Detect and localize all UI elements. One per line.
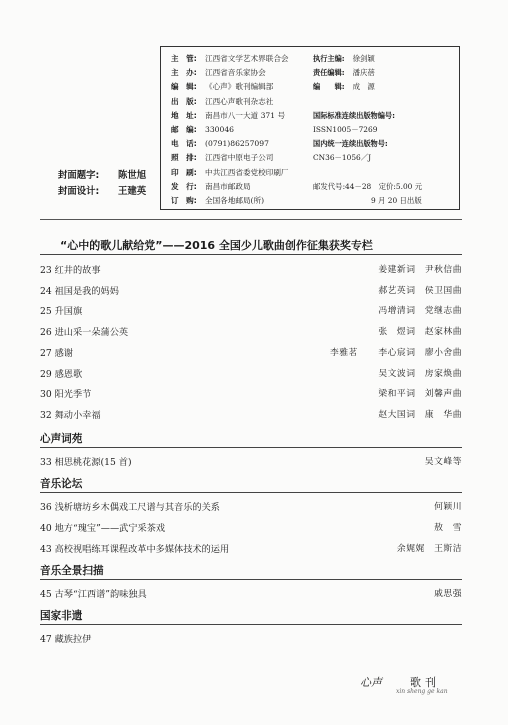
- toc-entry[interactable]: 45 古琴“江西谱”韵味独具 戚思强: [40, 589, 462, 600]
- masthead-box: [160, 46, 460, 210]
- toc-entry[interactable]: 43 高校视唱练耳课程改革中多媒体技术的运用 余娓娓 王斯洁: [40, 544, 462, 555]
- masthead-row: 9 月 20 日出版: [371, 195, 422, 205]
- masthead-row: 国际标准连续出版物编号:: [313, 110, 395, 120]
- section-title: 音乐论坛: [40, 478, 83, 490]
- magazine-logo: [360, 672, 470, 702]
- masthead-row: 编 辑: 成 源: [313, 82, 375, 92]
- toc-entry[interactable]: 30 阳光季节 梁和平词 刘馨声曲: [40, 389, 462, 400]
- masthead-row: CN36－1056／J: [313, 153, 372, 163]
- masthead-row: 照 排: 江西省中原电子公司: [171, 153, 274, 163]
- masthead-row: 地 址: 南昌市八一大道 371 号: [171, 110, 286, 120]
- section-rule: [40, 624, 462, 625]
- masthead-row: 印 刷: 中共江西省委党校印刷厂: [171, 167, 289, 177]
- toc-entry[interactable]: 36 浅析塘坊乡木偶戏工尺谱与其音乐的关系 何颖川: [40, 502, 462, 513]
- masthead-row: 编 辑: 《心声》歌刊编辑部: [171, 82, 274, 92]
- masthead-row: 出 版: 江西心声歌刊杂志社: [171, 96, 274, 106]
- section-title: 音乐全景扫描: [40, 565, 104, 577]
- toc-entry[interactable]: 26 进山采一朵蒲公英 张 煜词 赵家林曲: [40, 327, 462, 338]
- masthead-row: [313, 166, 458, 180]
- cover-credit-design: 封面设计: 王建英: [58, 186, 147, 197]
- toc-entry[interactable]: 33 相思桃花源(15 首) 吴文峰等: [40, 457, 462, 468]
- toc-entry[interactable]: 47 藏族拉伊: [40, 634, 92, 645]
- masthead-row: 邮发代号:44－28 定价:5.00 元: [313, 181, 423, 191]
- masthead-row: ISSN1005－7269: [313, 124, 378, 134]
- masthead-row: 责任编辑: 潘庆蓓: [313, 68, 375, 78]
- section-rule: [40, 254, 462, 255]
- masthead-row: 国内统一连续出版物号:: [313, 139, 388, 149]
- cover-credits: [58, 168, 168, 200]
- toc-entry[interactable]: 23 红井的故事 姜建新词 尹秋信曲: [40, 265, 462, 276]
- masthead-row: [313, 95, 458, 109]
- masthead-row: 执行主编: 徐剑颖: [313, 54, 375, 63]
- section-rule: [40, 447, 462, 448]
- masthead-row: 主 办: 江西省音乐家协会: [171, 68, 266, 78]
- masthead-row: 电 话: (0791)86257097: [171, 139, 269, 149]
- top-divider: [40, 219, 462, 220]
- toc-entry[interactable]: 32 舞动小幸福 赵大国词 康 华曲: [40, 410, 462, 421]
- special-section-title: “心中的歌儿献给党”——2016 全国少儿歌曲创作征集获奖专栏: [60, 239, 373, 252]
- section-title: 国家非遗: [40, 610, 83, 622]
- toc-entry[interactable]: 27 感谢 李雅茗 李心宸词 廖小舍曲: [40, 348, 462, 359]
- toc-entry[interactable]: 29 感恩歌 吴文波词 房家焕曲: [40, 369, 462, 380]
- masthead-right-column: [313, 52, 458, 208]
- logo-subtitle: xin sheng ge kan: [396, 688, 448, 695]
- section-rule: [40, 579, 462, 580]
- logo-mark: 心声: [360, 676, 382, 689]
- section-rule: [40, 492, 462, 493]
- toc-entry[interactable]: 25 升国旗 冯增清词 党继志曲: [40, 306, 462, 317]
- masthead-row: 订 购: 全国各地邮局(所): [171, 195, 265, 205]
- masthead-row: 发 行: 南昌市邮政局: [171, 181, 251, 191]
- masthead-row: 邮 编: 330046: [171, 124, 234, 134]
- masthead-row: 主 管: 江西省文学艺术界联合会: [171, 54, 289, 63]
- toc-entry[interactable]: 40 地方“瑰宝”——武宁采茶戏 敖 雪: [40, 523, 462, 534]
- logo-title: 歌刊: [410, 676, 440, 689]
- toc-entry[interactable]: 24 祖国是我的妈妈 郝艺英词 侯卫国曲: [40, 286, 462, 297]
- cover-credit-calligraphy: 封面题字: 陈世旭: [58, 170, 147, 181]
- section-title: 心声词苑: [40, 433, 83, 445]
